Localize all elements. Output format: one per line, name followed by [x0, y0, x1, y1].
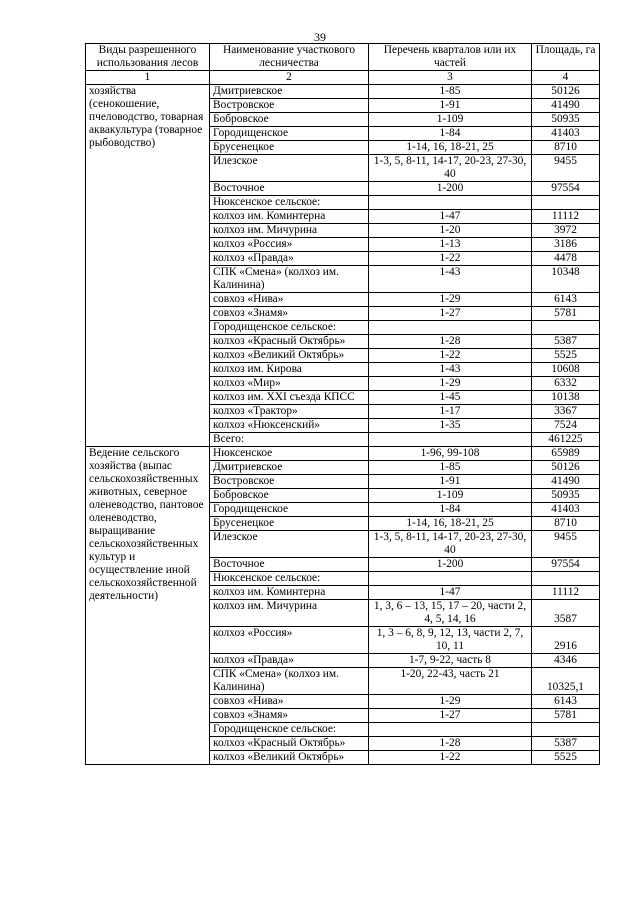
quarters-cell: 1-27 [369, 307, 532, 321]
area-cell: 2916 [532, 627, 600, 654]
quarters-cell: 1-20 [369, 224, 532, 238]
quarters-cell: 1-14, 16, 18-21, 25 [369, 517, 532, 531]
quarters-cell: 1-45 [369, 391, 532, 405]
area-cell: 3367 [532, 405, 600, 419]
area-cell: 6143 [532, 293, 600, 307]
forestry-name-cell: колхоз «Мир» [210, 377, 369, 391]
quarters-cell: 1, 3, 6 – 13, 15, 17 – 20, части 2, 4, 5, 14, 16 [369, 600, 532, 627]
forestry-name-cell: Восточное [210, 182, 369, 196]
quarters-cell: 1-47 [369, 586, 532, 600]
quarters-cell: 1-109 [369, 113, 532, 127]
area-cell: 9455 [532, 531, 600, 558]
area-cell: 5525 [532, 349, 600, 363]
quarters-cell: 1-13 [369, 238, 532, 252]
quarters-cell: 1-28 [369, 737, 532, 751]
area-cell [532, 321, 600, 335]
forestry-name-cell: Нюксенское сельское: [210, 572, 369, 586]
quarters-cell: 1-27 [369, 709, 532, 723]
forestry-name-cell: Дмитриевское [210, 461, 369, 475]
header-area: Площадь, га [532, 44, 600, 71]
forestry-name-cell: колхоз «Красный Октябрь» [210, 737, 369, 751]
forest-use-table [85, 43, 600, 765]
use-type-cell: Ведение сельского хозяйства (выпас сельскохозяйственных животных, северное оленеводство, пантовое оленеводство, выращивание сельскохозяйственных культур и осуществление иной сельскохозяйственной деятельности) [86, 447, 210, 765]
forestry-name-cell: колхоз «Трактор» [210, 405, 369, 419]
area-cell: 50935 [532, 489, 600, 503]
quarters-cell [369, 196, 532, 210]
forestry-name-cell: колхоз «Россия» [210, 238, 369, 252]
area-cell: 6143 [532, 695, 600, 709]
forestry-name-cell: колхоз «Правда» [210, 252, 369, 266]
area-cell: 10608 [532, 363, 600, 377]
quarters-cell: 1-17 [369, 405, 532, 419]
quarters-cell [369, 723, 532, 737]
quarters-cell [369, 321, 532, 335]
forestry-name-cell: совхоз «Нива» [210, 695, 369, 709]
forestry-name-cell: колхоз «Красный Октябрь» [210, 335, 369, 349]
quarters-cell: 1-85 [369, 461, 532, 475]
column-number: 2 [210, 71, 369, 85]
area-cell: 3587 [532, 600, 600, 627]
quarters-cell [369, 433, 532, 447]
column-number: 1 [86, 71, 210, 85]
quarters-cell: 1-20, 22-43, часть 21 [369, 668, 532, 695]
area-cell: 41403 [532, 503, 600, 517]
area-cell: 5781 [532, 307, 600, 321]
forestry-name-cell: Бобровское [210, 489, 369, 503]
quarters-cell: 1-200 [369, 182, 532, 196]
forestry-name-cell: Дмитриевское [210, 85, 369, 99]
area-cell: 10348 [532, 266, 600, 293]
forestry-name-cell: Городищенское [210, 127, 369, 141]
forestry-name-cell: СПК «Смена» (колхоз им. Калинина) [210, 266, 369, 293]
area-cell: 5781 [532, 709, 600, 723]
area-cell: 11112 [532, 210, 600, 224]
forestry-name-cell: СПК «Смена» (колхоз им. Калинина) [210, 668, 369, 695]
forestry-name-cell: колхоз «Правда» [210, 654, 369, 668]
area-cell: 5387 [532, 335, 600, 349]
forestry-name-cell: Городищенское сельское: [210, 321, 369, 335]
area-cell: 97554 [532, 182, 600, 196]
area-cell: 5387 [532, 737, 600, 751]
forestry-name-cell: колхоз им. Мичурина [210, 224, 369, 238]
quarters-cell: 1, 3 – 6, 8, 9, 12, 13, части 2, 7, 10, 11 [369, 627, 532, 654]
forestry-name-cell: колхоз «Нюксенский» [210, 419, 369, 433]
forestry-name-cell: колхоз им. Коминтерна [210, 586, 369, 600]
quarters-cell: 1-3, 5, 8-11, 14-17, 20-23, 27-30, 40 [369, 531, 532, 558]
forestry-name-cell: Городищенское [210, 503, 369, 517]
area-cell: 50126 [532, 85, 600, 99]
forestry-name-cell: Востровское [210, 475, 369, 489]
area-cell: 461225 [532, 433, 600, 447]
forestry-name-cell: Городищенское сельское: [210, 723, 369, 737]
quarters-cell: 1-91 [369, 475, 532, 489]
header-use-type: Виды разрешенного использования лесов [86, 44, 210, 71]
area-cell: 10325,1 [532, 668, 600, 695]
forestry-name-cell: Нюксенское сельское: [210, 196, 369, 210]
quarters-cell: 1-29 [369, 695, 532, 709]
area-cell [532, 723, 600, 737]
quarters-cell: 1-29 [369, 377, 532, 391]
forestry-name-cell: колхоз им. XXI съезда КПСС [210, 391, 369, 405]
area-cell [532, 572, 600, 586]
forestry-name-cell: Брусенецкое [210, 141, 369, 155]
area-cell: 10138 [532, 391, 600, 405]
forestry-name-cell: Илезское [210, 155, 369, 182]
area-cell: 3972 [532, 224, 600, 238]
forestry-name-cell: Брусенецкое [210, 517, 369, 531]
quarters-cell: 1-43 [369, 363, 532, 377]
area-cell: 65989 [532, 447, 600, 461]
area-cell: 5525 [532, 751, 600, 765]
quarters-cell: 1-200 [369, 558, 532, 572]
forestry-name-cell: колхоз им. Кирова [210, 363, 369, 377]
quarters-cell: 1-22 [369, 252, 532, 266]
quarters-cell: 1-28 [369, 335, 532, 349]
quarters-cell: 1-85 [369, 85, 532, 99]
forestry-name-cell: колхоз им. Мичурина [210, 600, 369, 627]
area-cell: 7524 [532, 419, 600, 433]
forestry-name-cell: Восточное [210, 558, 369, 572]
quarters-cell: 1-109 [369, 489, 532, 503]
area-cell: 8710 [532, 517, 600, 531]
forestry-name-cell: колхоз «Великий Октябрь» [210, 751, 369, 765]
page-number: 39 [314, 30, 326, 44]
area-cell: 4346 [532, 654, 600, 668]
forestry-name-cell: Востровское [210, 99, 369, 113]
area-cell: 8710 [532, 141, 600, 155]
area-cell: 50935 [532, 113, 600, 127]
use-type-cell: хозяйства (сенокошение, пчеловодство, товарная аквакультура (товарное рыбоводство) [86, 85, 210, 447]
area-cell: 41490 [532, 99, 600, 113]
forestry-name-cell: колхоз им. Коминтерна [210, 210, 369, 224]
quarters-cell: 1-14, 16, 18-21, 25 [369, 141, 532, 155]
quarters-cell [369, 572, 532, 586]
forestry-name-cell: совхоз «Нива» [210, 293, 369, 307]
table-header [86, 44, 600, 85]
quarters-cell: 1-43 [369, 266, 532, 293]
forestry-name-cell: колхоз «Россия» [210, 627, 369, 654]
table-body [86, 85, 600, 765]
area-cell: 97554 [532, 558, 600, 572]
forestry-name-cell: Бобровское [210, 113, 369, 127]
header-quarters: Перечень кварталов или их частей [369, 44, 532, 71]
quarters-cell: 1-47 [369, 210, 532, 224]
area-cell: 50126 [532, 461, 600, 475]
forestry-name-cell: Нюксенское [210, 447, 369, 461]
table-row [86, 85, 600, 99]
quarters-cell: 1-96, 99-108 [369, 447, 532, 461]
forestry-name-cell: Всего: [210, 433, 369, 447]
forestry-name-cell: колхоз «Великий Октябрь» [210, 349, 369, 363]
quarters-cell: 1-3, 5, 8-11, 14-17, 20-23, 27-30, 40 [369, 155, 532, 182]
forestry-name-cell: совхоз «Знамя» [210, 307, 369, 321]
column-number: 4 [532, 71, 600, 85]
area-cell: 41490 [532, 475, 600, 489]
area-cell: 41403 [532, 127, 600, 141]
area-cell: 11112 [532, 586, 600, 600]
quarters-cell: 1-84 [369, 503, 532, 517]
header-forestry-name: Наименование участкового лесничества [210, 44, 369, 71]
quarters-cell: 1-7, 9-22, часть 8 [369, 654, 532, 668]
forestry-name-cell: совхоз «Знамя» [210, 709, 369, 723]
quarters-cell: 1-35 [369, 419, 532, 433]
table-row [86, 447, 600, 461]
quarters-cell: 1-91 [369, 99, 532, 113]
column-number: 3 [369, 71, 532, 85]
quarters-cell: 1-84 [369, 127, 532, 141]
quarters-cell: 1-22 [369, 751, 532, 765]
area-cell [532, 196, 600, 210]
area-cell: 4478 [532, 252, 600, 266]
area-cell: 3186 [532, 238, 600, 252]
area-cell: 9455 [532, 155, 600, 182]
quarters-cell: 1-22 [369, 349, 532, 363]
forestry-name-cell: Илезское [210, 531, 369, 558]
area-cell: 6332 [532, 377, 600, 391]
quarters-cell: 1-29 [369, 293, 532, 307]
